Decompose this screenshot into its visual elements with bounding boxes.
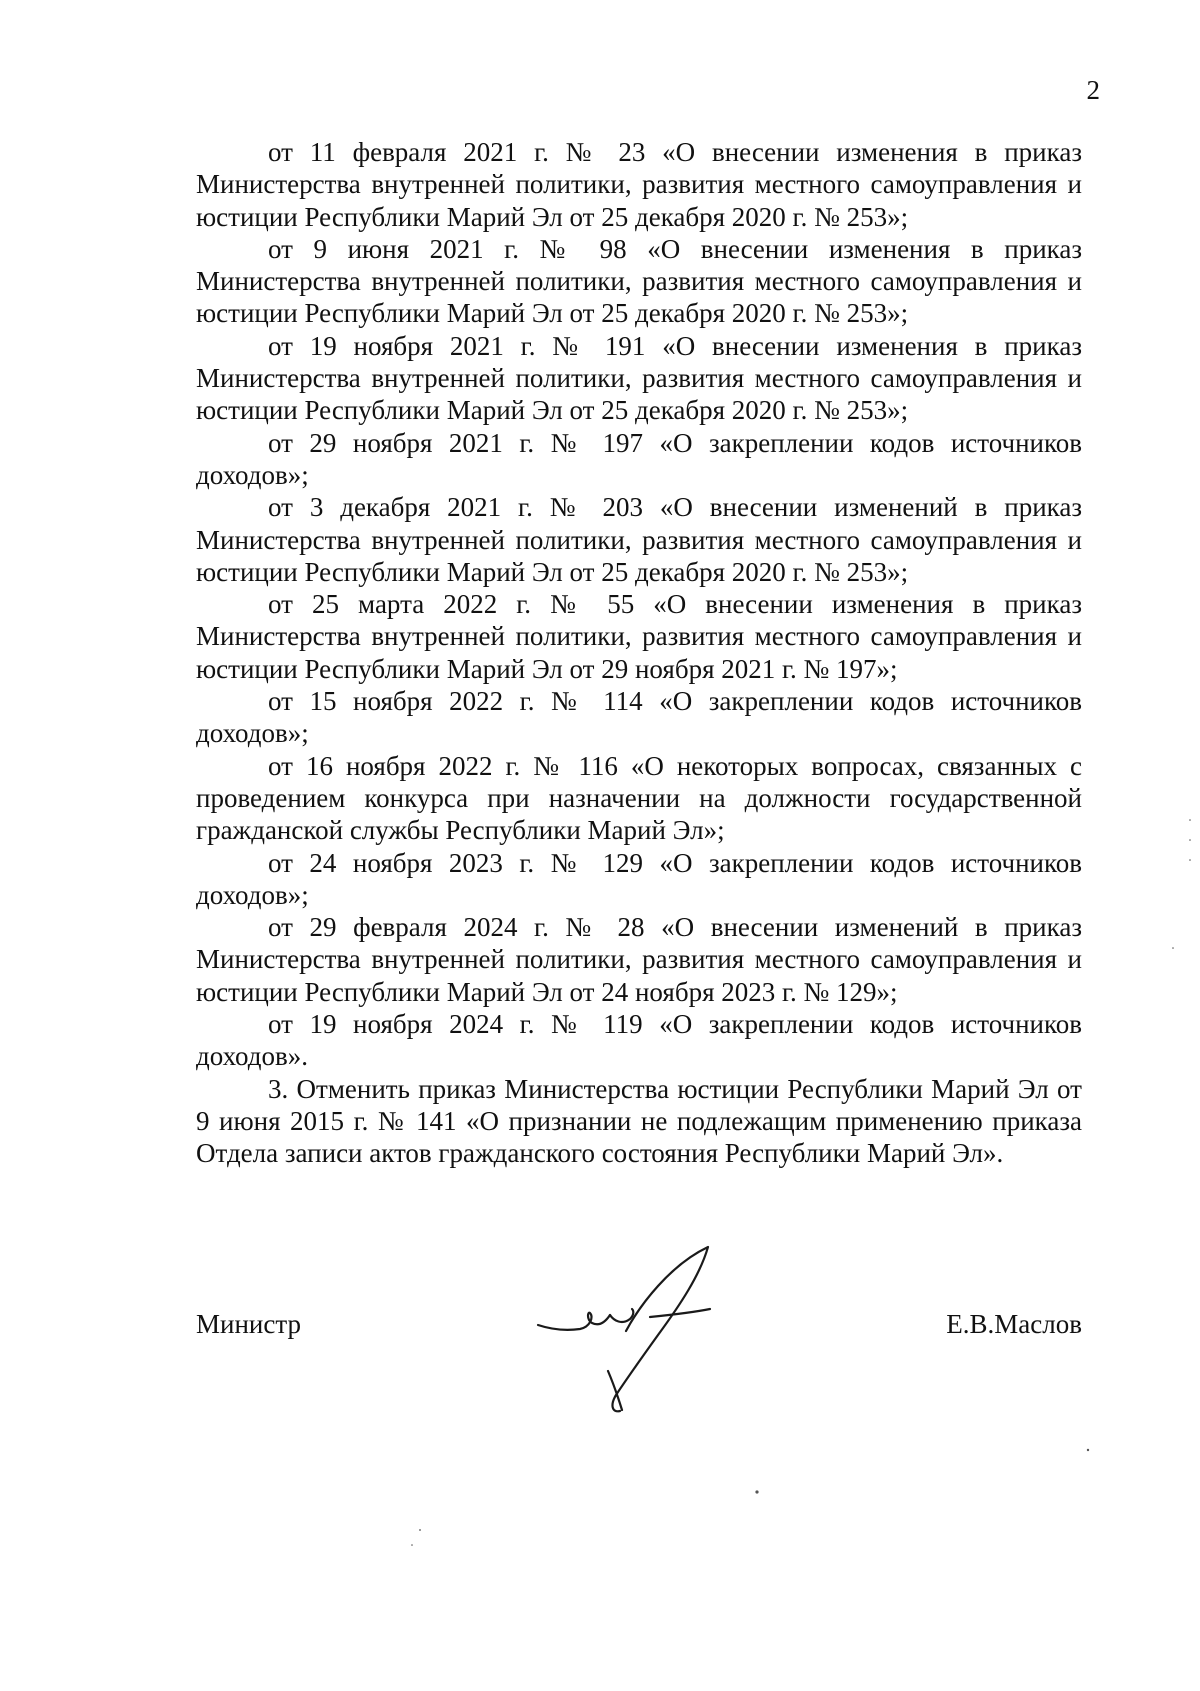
page-number: 2: [1086, 75, 1100, 105]
document-body: [196, 136, 1082, 1170]
signer-title: Министр: [196, 1309, 301, 1339]
list-item: от 29 ноября 2021 г. № 197 «О закреплении кодов источников доходов»;: [196, 427, 1082, 490]
list-item: от 11 февраля 2021 г. № 23 «О внесении изменения в приказ Министерства внутренней политики, развития местного самоуправления и юстиции Республики Марий Эл от 25 декабря 2020 г. № 253»;: [196, 137, 1082, 232]
handwritten-signature: [530, 1245, 730, 1415]
list-item: от 9 июня 2021 г. № 98 «О внесении изменения в приказ Министерства внутренней политики, развития местного самоуправления и юстиции Республики Марий Эл от 25 декабря 2020 г. № 253»;: [196, 233, 1082, 329]
list-item: от 15 ноября 2022 г. № 114 «О закреплении кодов источников доходов»;: [196, 686, 1082, 749]
clause-3-paragraph: 3. Отменить приказ Министерства юстиции Республики Марий Эл от 9 июня 2015 г. № 141 «О признании не подлежащим применению приказа Отдела записи актов гражданского состояния Республики Марий Эл».: [196, 1073, 1082, 1169]
signer-name: Е.В.Маслов: [946, 1309, 1082, 1339]
list-item: от 29 февраля 2024 г. № 28 «О внесении изменений в приказ Министерства внутренней политики, развития местного самоуправления и юстиции Республики Марий Эл от 24 ноября 2023 г. № 129»;: [196, 912, 1082, 1007]
list-item: от 19 ноября 2024 г. № 119 «О закреплении кодов источников доходов».: [196, 1009, 1082, 1072]
list-item: от 24 ноября 2023 г. № 129 «О закреплении кодов источников доходов»;: [196, 847, 1082, 910]
list-item: от 19 ноября 2021 г. № 191 «О внесении изменения в приказ Министерства внутренней политики, развития местного самоуправления и юстиции Республики Марий Эл от 25 декабря 2020 г. № 253»;: [196, 330, 1082, 426]
list-item: от 25 марта 2022 г. № 55 «О внесении изменения в приказ Министерства внутренней политики, развития местного самоуправления и юстиции Республики Марий Эл от 29 ноября 2021 г. № 197»;: [196, 589, 1082, 684]
list-item: от 3 декабря 2021 г. № 203 «О внесении изменений в приказ Министерства внутренней политики, развития местного самоуправления и юстиции Республики Марий Эл от 25 декабря 2020 г. № 253»;: [196, 492, 1082, 587]
list-item: от 16 ноября 2022 г. № 116 «О некоторых вопросах, связанных с проведением конкурса при назначении на должности государственной гражданской службы Республики Марий Эл»;: [196, 750, 1082, 846]
